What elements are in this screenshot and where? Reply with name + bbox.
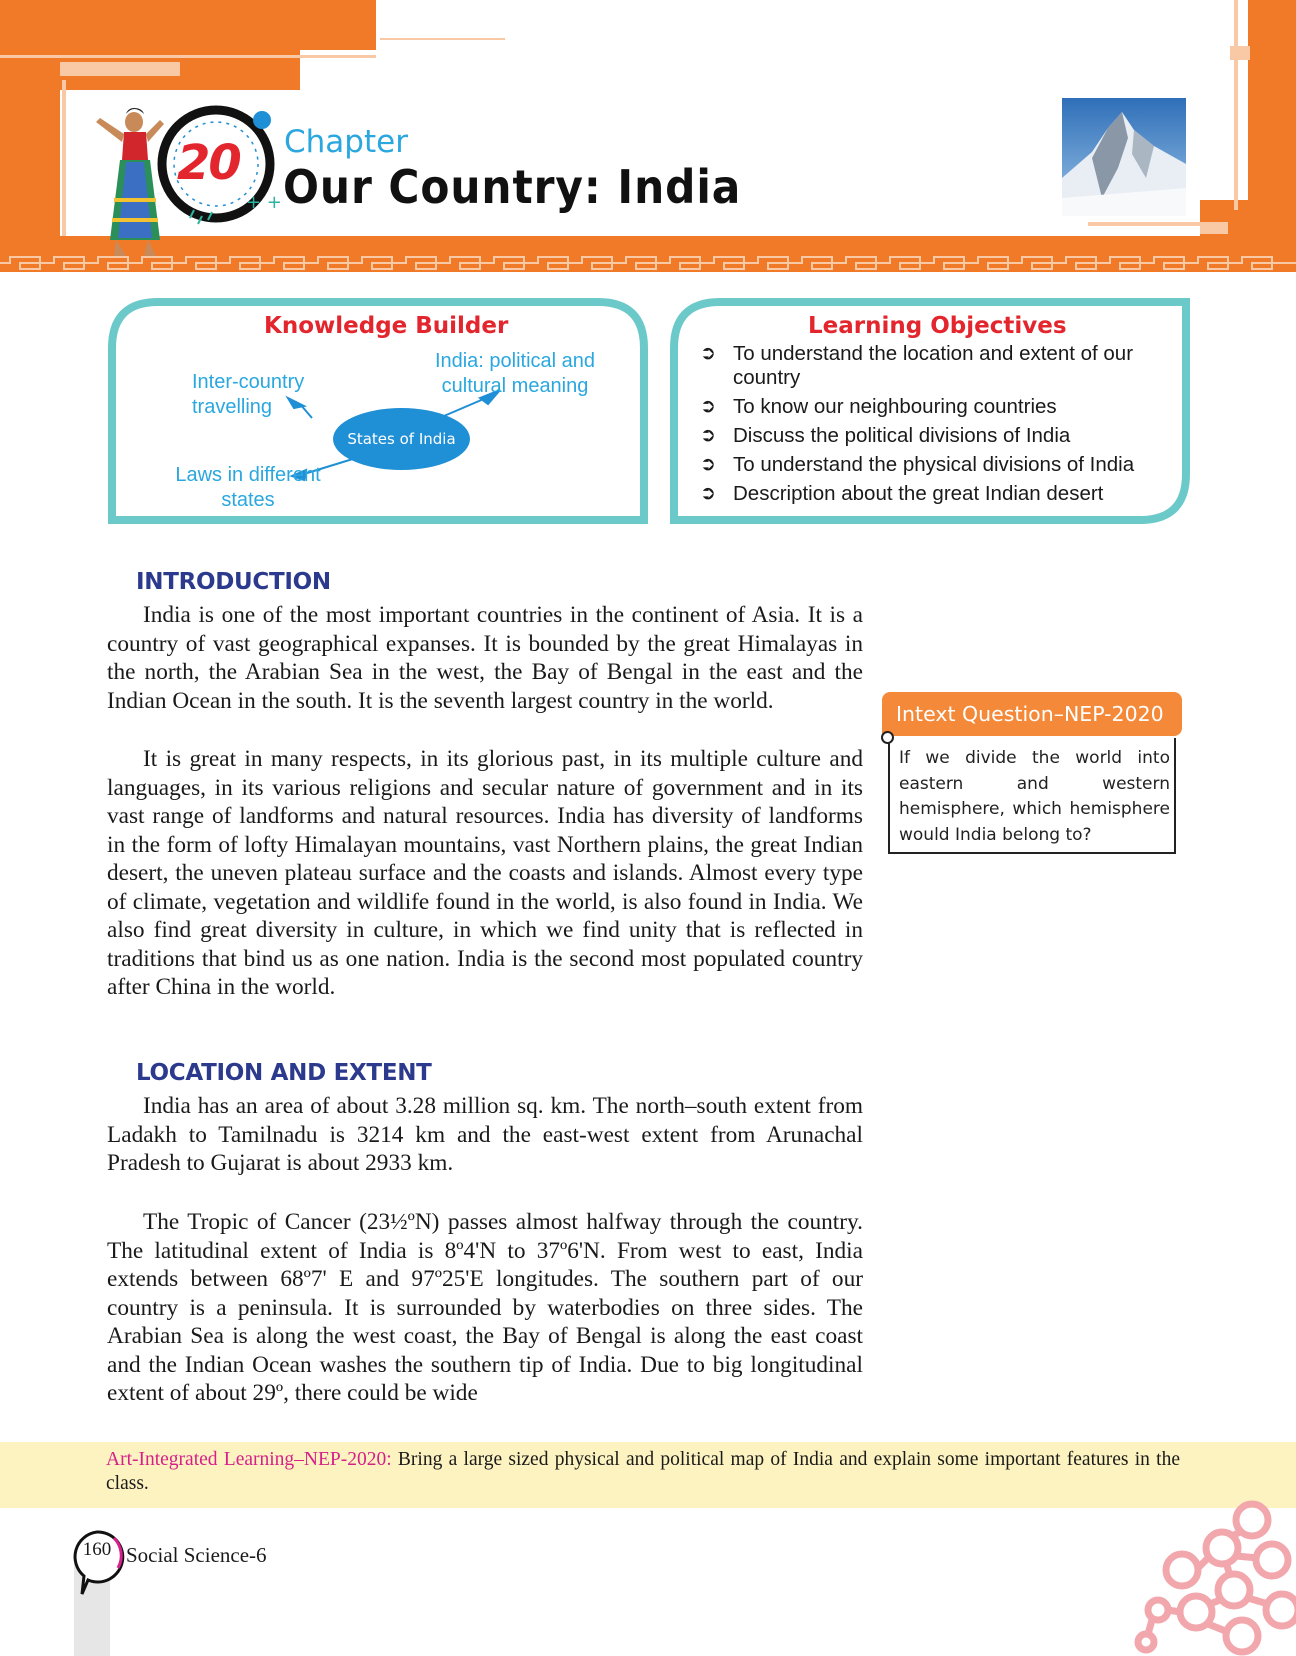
arrow-bullet-icon: ➲ — [700, 343, 716, 364]
knowledge-builder-title: Knowledge Builder — [264, 313, 509, 339]
arrow-bullet-icon: ➲ — [700, 454, 716, 475]
arrow-bullet-icon: ➲ — [700, 483, 716, 504]
chapter-number: 20 — [177, 135, 240, 191]
chapter-label: Chapter — [284, 124, 408, 160]
kb-branch-laws: Laws in different states — [175, 464, 321, 511]
learning-objectives-title: Learning Objectives — [808, 313, 1067, 339]
molecule-decoration — [1122, 1500, 1296, 1656]
kb-branch-meaning: India: political and cultural meaning — [434, 350, 596, 397]
list-item: ➲ To understand the physical divisions of India — [700, 453, 1135, 476]
knowledge-builder-center: States of India — [333, 408, 470, 470]
learning-objectives-list — [700, 342, 1180, 511]
list-item: ➲ Discuss the political divisions of India — [700, 424, 1071, 447]
location-heading: LOCATION AND EXTENT — [136, 1060, 432, 1086]
location-paragraph-2: The Tropic of Cancer (23½ºN) passes almost halfway through the country. The latitudinal extent of India is 8º4'N to 37º6'N. From west to east, India extends between 68º7' E and 97º25'E longitudes. The southern part of our country is a peninsula. It is surrounded by waterbodies on three sides. The Arabian Sea is along the west coast, the Bay of Bengal is along the east coast and the Indian Ocean washes the southern tip of India. Due to big longitudinal extent of about 29º, there could be wide — [107, 1209, 863, 1406]
introduction-paragraph-1: India is one of the most important countries in the continent of Asia. It is a country of vast geographical expanses. It is bounded by the great Himalayas in the north, the Arabian Sea in the west, the Bay of Bengal in the east and the Indian Ocean in the south. It is the seventh largest country in the world. — [107, 602, 863, 714]
introduction-paragraph-2: It is great in many respects, in its glorious past, in its multiple culture and languages, in its various religions and secular nature of government and in its vast range of landforms and natural resources. India has diversity of landforms in the form of lofty Himalayan mountains, vast Northern plains, the great Indian desert, the uneven plateau surface and the coasts and islands. Almost every type of climate, vegetation and wildlife found in the world, is also found in India. We also find great diversity in culture, in which we find unity that is reflected in traditions that bind us as one nation. India is the second most populated country after China in the world. — [107, 746, 863, 1000]
intext-question-pin — [881, 731, 894, 744]
list-item: ➲ To know our neighbouring countries — [700, 395, 1057, 418]
list-item: ➲ To understand the location and extent of our country — [700, 342, 1134, 389]
art-integrated-text: Bring a large sized physical and political map of India and explain some important features in the class. — [106, 1449, 1180, 1494]
svg-text:+ +: + + — [246, 192, 282, 213]
header-border-pattern — [0, 254, 1296, 272]
arrow-bullet-icon: ➲ — [700, 396, 716, 417]
list-item: ➲ Description about the great Indian desert — [700, 482, 1104, 505]
art-integrated-label: Art-Integrated Learning–NEP-2020: — [106, 1449, 392, 1470]
art-integrated-note — [106, 1448, 1180, 1496]
page-number: 160 — [82, 1539, 112, 1560]
mountain-photo — [1062, 98, 1186, 216]
intext-question-title: Intext Question–NEP-2020 — [882, 692, 1182, 736]
introduction-heading: INTRODUCTION — [136, 569, 331, 595]
page-title: Our Country: India — [283, 160, 742, 214]
location-paragraph-1: India has an area of about 3.28 million sq. km. The north–south extent from Ladakh to Tamilnadu is 3214 km and the east-west extent from Arunachal Pradesh to Gujarat is about 2933 km. — [107, 1093, 863, 1176]
book-title: Social Science-6 — [126, 1543, 267, 1567]
arrow-bullet-icon: ➲ — [700, 425, 716, 446]
intext-question-text: If we divide the world into eastern and western hemisphere, which hemisphere would India belong to? — [888, 738, 1176, 854]
kb-branch-travel: Inter-country travelling — [192, 371, 305, 418]
